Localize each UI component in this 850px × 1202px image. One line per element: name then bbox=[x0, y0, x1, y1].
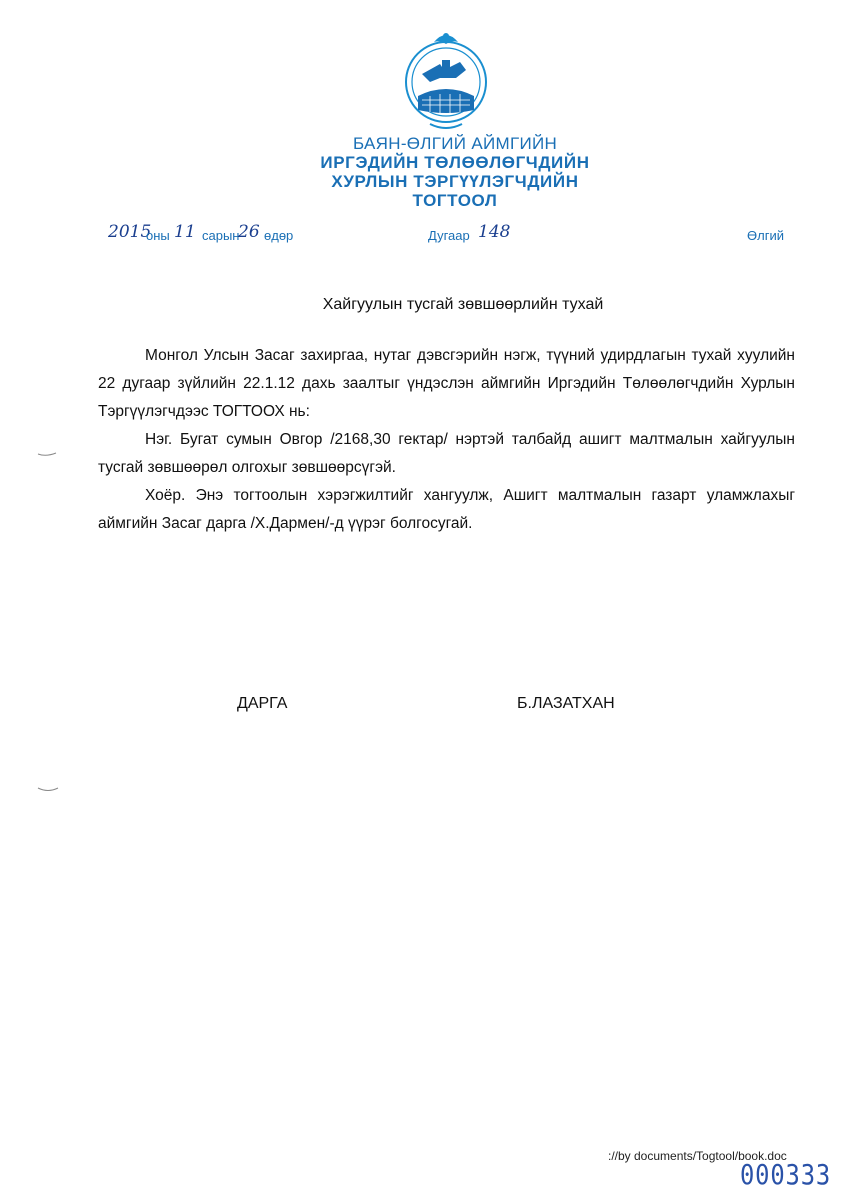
signatory-name: Б.ЛАЗАТХАН bbox=[517, 695, 615, 712]
document-body bbox=[98, 342, 795, 538]
date-month-suffix: сарын bbox=[202, 228, 240, 243]
date-day-suffix: өдөр bbox=[264, 228, 294, 243]
serial-number: 000333 bbox=[740, 1158, 832, 1191]
document-number: 148 bbox=[478, 222, 511, 242]
body-paragraph-1: Монгол Улсын Засаг захиргаа, нутаг дэвсгэрийн нэгж, түүний удирдлагын тухай хуулийн 22 дугаар зүйлийн 22.1.12 дахь заалтыг үндэслэн аймгийн Иргэдийн Төлөөлөгчдийн Хурлын Тэргүүлэгчдээс ТОГТООХ нь: bbox=[98, 347, 795, 420]
scan-mark bbox=[36, 448, 60, 458]
header-line-4: ТОГТООЛ bbox=[412, 191, 498, 210]
document-title: Хайгуулын тусгай зөвшөөрлийн тухай bbox=[322, 296, 604, 313]
footer-file-path: ://by documents/Togtool/book.doc bbox=[608, 1149, 787, 1163]
body-paragraph-2: Нэг. Бугат сумын Овгор /2168,30 гектар/ нэртэй талбайд ашигт малтмалын хайгуулын тусгай зөвшөөрөл олгохыг зөвшөөрсүгэй. bbox=[98, 431, 795, 476]
scan-mark bbox=[36, 782, 62, 794]
number-label: Дугаар bbox=[428, 228, 470, 243]
date-year: 2015 bbox=[108, 222, 152, 242]
header-line-1: БАЯН-ӨЛГИЙ АЙМГИЙН bbox=[352, 134, 558, 153]
place-name: Өлгий bbox=[747, 228, 784, 243]
state-emblem-icon bbox=[400, 26, 492, 132]
date-year-suffix: оны bbox=[146, 228, 170, 243]
signatory-title: ДАРГА bbox=[237, 695, 288, 712]
body-paragraph-3: Хоёр. Энэ тогтоолын хэрэгжилтийг хангуулж, Ашигт малтмалын газарт уламжлахыг аймгийн Засаг дарга /Х.Дармен/-д үүрэг болгосугай. bbox=[98, 487, 795, 532]
date-day: 26 bbox=[238, 222, 260, 242]
header-line-2: ИРГЭДИЙН ТӨЛӨӨЛӨГЧДИЙН bbox=[320, 153, 590, 172]
header-line-3: ХУРЛЫН ТЭРГҮҮЛЭГЧДИЙН bbox=[331, 172, 579, 191]
date-month: 11 bbox=[174, 222, 196, 242]
